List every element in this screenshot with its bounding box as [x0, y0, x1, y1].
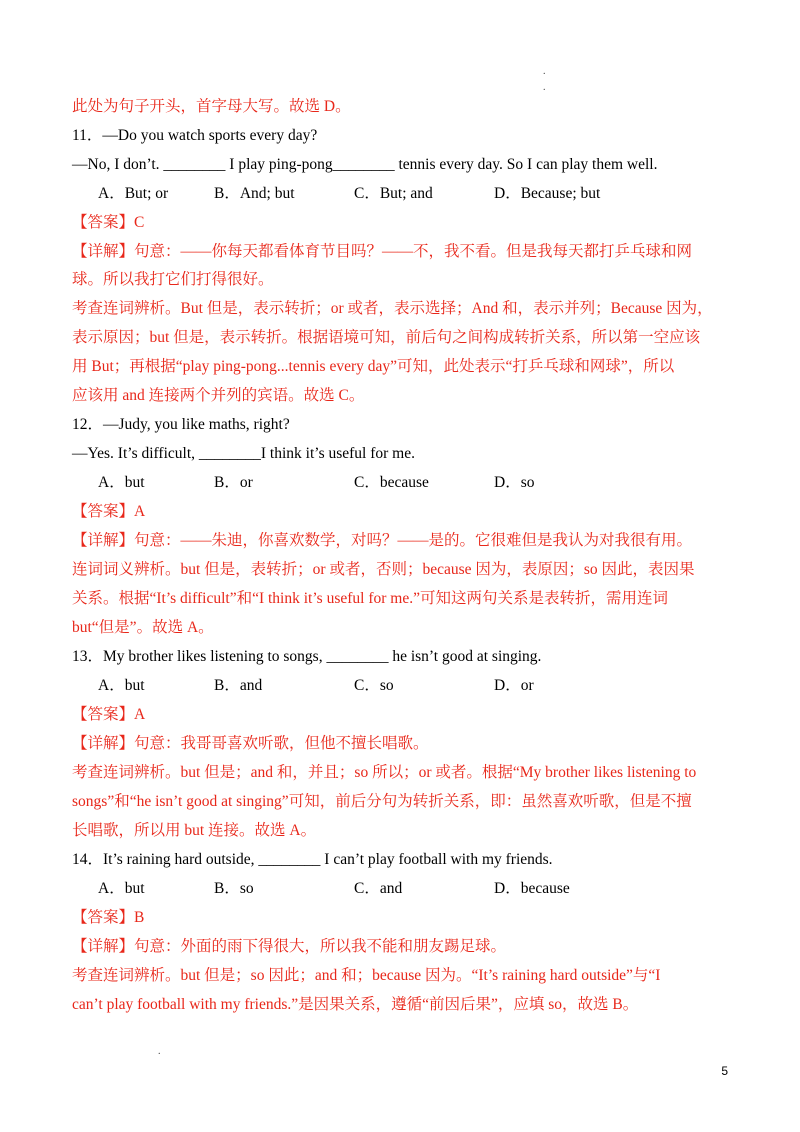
option-d: D．or — [494, 677, 534, 694]
stray-mark: . — [158, 1046, 161, 1057]
option-c: C．because — [354, 474, 429, 491]
option-a: A．but — [98, 880, 145, 897]
q13-stem: 13．My brother likes listening to songs, ________ he isn’t good at singing. — [72, 648, 542, 665]
q12-reply: —Yes. It’s difficult, ________I think it’s useful for me. — [72, 445, 415, 462]
q11-explanation: 【详解】句意：——你每天都看体育节目吗？——不，我不看。但是我每天都打乒乓球和网 — [72, 243, 693, 260]
q13-explanation: songs”和“he isn’t good at singing”可知，前后分句为转折关系，即：虽然喜欢听歌，但是不擅 — [72, 793, 692, 810]
option-a: A．but — [98, 474, 145, 491]
option-b: B．And; but — [214, 185, 295, 202]
q11-options — [98, 179, 740, 208]
q13-explanation: 【详解】句意：我哥哥喜欢听歌，但他不擅长唱歌。 — [72, 735, 429, 752]
q14-answer: 【答案】B — [72, 909, 145, 926]
option-b: B．so — [214, 880, 254, 897]
option-d: D．Because; but — [494, 185, 601, 202]
option-a: A．but — [98, 677, 145, 694]
stray-mark: . — [543, 82, 546, 93]
stray-mark: . — [543, 66, 546, 77]
prev-explanation-end: 此处为句子开头，首字母大写。故选 D。 — [72, 98, 351, 115]
q14-explanation: can’t play football with my friends.”是因果关系，遵循“前因后果”，应填 so，故选 B。 — [72, 996, 639, 1013]
option-c: C．But; and — [354, 185, 433, 202]
option-d: D．because — [494, 880, 570, 897]
option-a: A．But; or — [98, 185, 169, 202]
option-b: B．and — [214, 677, 263, 694]
q14-stem: 14．It’s raining hard outside, ________ I can’t play football with my friends. — [72, 851, 553, 868]
q12-explanation: 连词词义辨析。but 但是，表转折；or 或者，否则；because 因为，表原因；so 因此，表因果 — [72, 561, 695, 578]
q11-answer: 【答案】C — [72, 214, 145, 231]
q12-explanation: 关系。根据“It’s difficult”和“I think it’s useful for me.”可知这两句关系是表转折，需用连词 — [72, 590, 668, 607]
q12-options — [98, 468, 740, 497]
q14-options — [98, 874, 740, 903]
q11-reply: —No, I don’t. ________ I play ping-pong________ tennis every day. So I can play them well. — [72, 156, 658, 173]
q12-answer: 【答案】A — [72, 503, 146, 520]
q11-explanation: 表示原因；but 但是，表示转折。根据语境可知，前后句之间构成转折关系，所以第一空应该 — [72, 329, 701, 346]
option-b: B．or — [214, 474, 253, 491]
q12-stem: 12．—Judy, you like maths, right? — [72, 416, 290, 433]
q12-explanation: but“但是”。故选 A。 — [72, 619, 214, 636]
q11-explanation: 考查连词辨析。But 但是，表示转折；or 或者，表示选择；And 和，表示并列；Because 因为， — [72, 300, 713, 317]
page-number: 5 — [721, 1064, 728, 1078]
option-c: C．so — [354, 677, 394, 694]
q14-explanation: 考查连词辨析。but 但是；so 因此；and 和；because 因为。“It’s raining hard outside”与“I — [72, 967, 661, 984]
q11-explanation: 球。所以我打它们打得很好。 — [72, 271, 274, 288]
option-c: C．and — [354, 880, 403, 897]
q11-stem: 11．—Do you watch sports every day? — [72, 127, 318, 144]
q14-explanation: 【详解】句意：外面的雨下得很大，所以我不能和朋友踢足球。 — [72, 938, 507, 955]
q11-explanation: 用 But；再根据“play ping-pong...tennis every day”可知，此处表示“打乒乓球和网球”，所以 — [72, 358, 675, 375]
option-d: D．so — [494, 474, 535, 491]
q12-explanation: 【详解】句意：——朱迪，你喜欢数学，对吗？——是的。它很难但是我认为对我很有用。 — [72, 532, 693, 549]
q13-options — [98, 671, 740, 700]
q13-explanation: 长唱歌，所以用 but 连接。故选 A。 — [72, 822, 317, 839]
q11-explanation: 应该用 and 连接两个并列的宾语。故选 C。 — [72, 387, 365, 404]
q13-explanation: 考查连词辨析。but 但是；and 和，并且；so 所以；or 或者。根据“My brother likes listening to — [72, 764, 697, 781]
q13-answer: 【答案】A — [72, 706, 146, 723]
